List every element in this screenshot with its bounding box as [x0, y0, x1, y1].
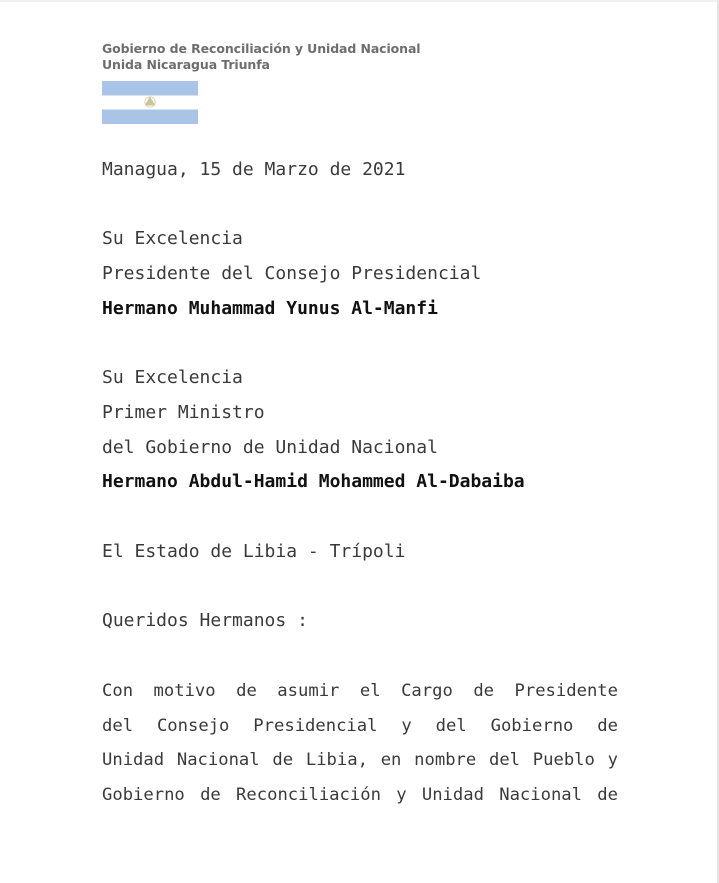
recipient1-salutation: Su Excelencia	[102, 228, 243, 249]
body-line: Gobierno de Reconciliación y Unidad Nacional de	[102, 784, 618, 805]
recipient2-name: Hermano Abdul-Hamid Mohammed Al-Dabaiba	[102, 471, 525, 492]
letterhead-slogan: Unida Nicaragua Triunfa	[102, 57, 270, 72]
body-line: Con motivo de asumir el Cargo de Presidente	[102, 681, 618, 701]
body-line: del Consejo Presidencial y del Gobierno de	[102, 715, 618, 736]
place-and-date: Managua, 15 de Marzo de 2021	[102, 159, 406, 180]
body-paragraph	[102, 674, 618, 812]
page-top-edge	[0, 0, 719, 2]
body-line: Unidad Nacional de Libia, en nombre del Pueblo y	[102, 750, 618, 770]
recipient1-title: Presidente del Consejo Presidencial	[102, 263, 482, 284]
nicaragua-flag-icon	[102, 81, 198, 124]
letterhead	[102, 41, 420, 73]
recipient-location: El Estado de Libia - Trípoli	[102, 541, 406, 562]
letterhead-government-name: Gobierno de Reconciliación y Unidad Nacional	[102, 41, 421, 56]
recipient1-name: Hermano Muhammad Yunus Al-Manfi	[102, 298, 438, 319]
greeting: Queridos Hermanos :	[102, 610, 308, 631]
recipient2-salutation: Su Excelencia	[102, 367, 243, 388]
recipient2-title-line1: Primer Ministro	[102, 402, 265, 423]
recipient2-title-line2: del Gobierno de Unidad Nacional	[102, 437, 438, 458]
